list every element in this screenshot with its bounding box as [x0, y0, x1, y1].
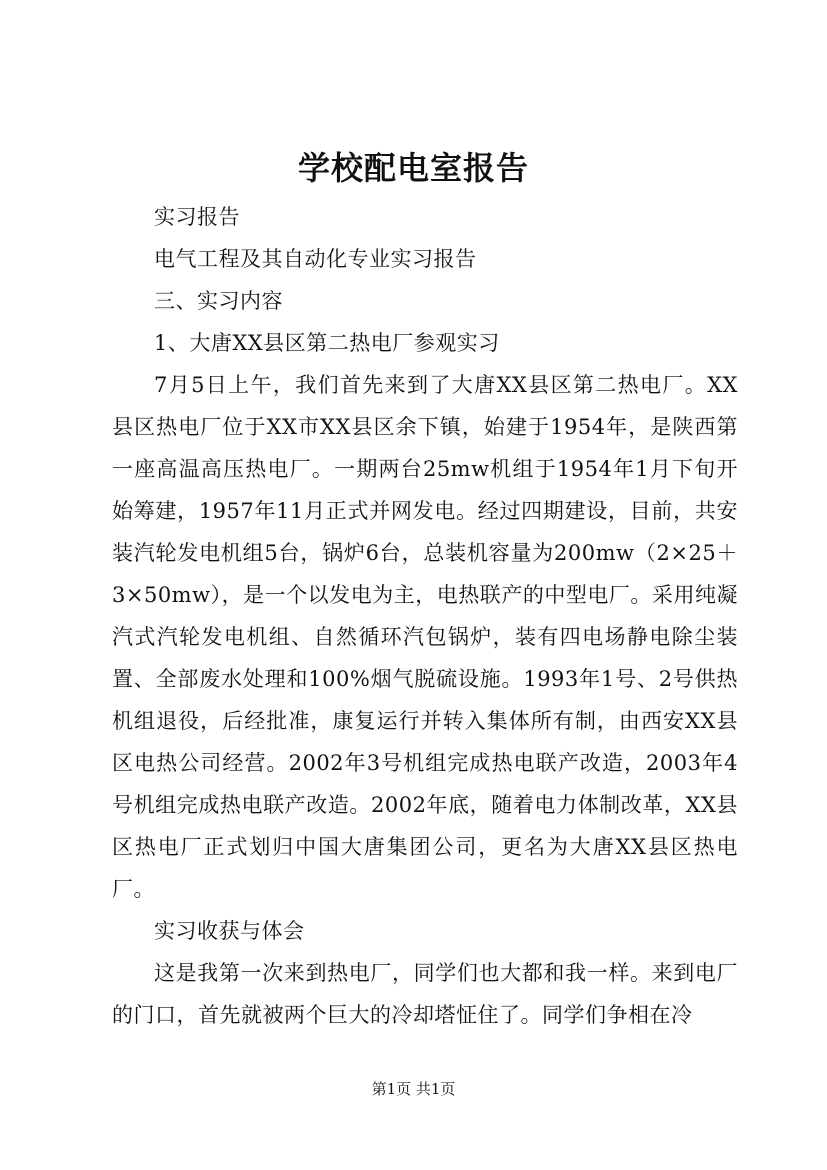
paragraph-gains-heading: 实习收获与体会	[154, 919, 305, 943]
paragraph-report-subtitle: 电气工程及其自动化专业实习报告	[154, 247, 477, 271]
paragraph-plant-description: 7月5日上午，我们首先来到了大唐XX县区第二热电厂。XX县区热电厂位于XX市XX县区余下镇，始建于1954年，是陕西第一座高温高压热电厂。一期两台25mw机组于1954年1月下旬开始筹建，1957年11月正式并网发电。经过四期建设，目前，共安装汽轮发电机组5台，锅炉6台，总装机容量为200mw（2×25＋3×50mw），是一个以发电为主，电热联产的中型电厂。采用纯凝汽式汽轮发电机组、自然循环汽包锅炉，装有四电场静电除尘装置、全部废水处理和100%烟气脱硫设施。1993年1号、2号供热机组退役，后经批准，康复运行并转入集体所有制，由西安XX县区电热公司经营。2002年3号机组完成热电联产改造，2003年4号机组完成热电联产改造。2002年底，随着电力体制改革，XX县区热电厂正式划归中国大唐集团公司，更名为大唐XX县区热电厂。	[112, 373, 738, 901]
paragraph-subsection-heading: 1、大唐XX县区第二热电厂参观实习	[154, 331, 500, 355]
paragraph-experience: 这是我第一次来到热电厂，同学们也大都和我一样。来到电厂的门口，首先就被两个巨大的冷却塔怔住了。同学们争相在冷	[112, 961, 738, 1027]
page-footer: 第1页 共1页	[371, 1080, 456, 1098]
paragraph-section-heading: 三、实习内容	[154, 289, 283, 313]
document-title: 学校配电室报告	[297, 149, 529, 187]
document-body	[112, 196, 738, 1036]
paragraph-report-label: 实习报告	[154, 205, 240, 229]
